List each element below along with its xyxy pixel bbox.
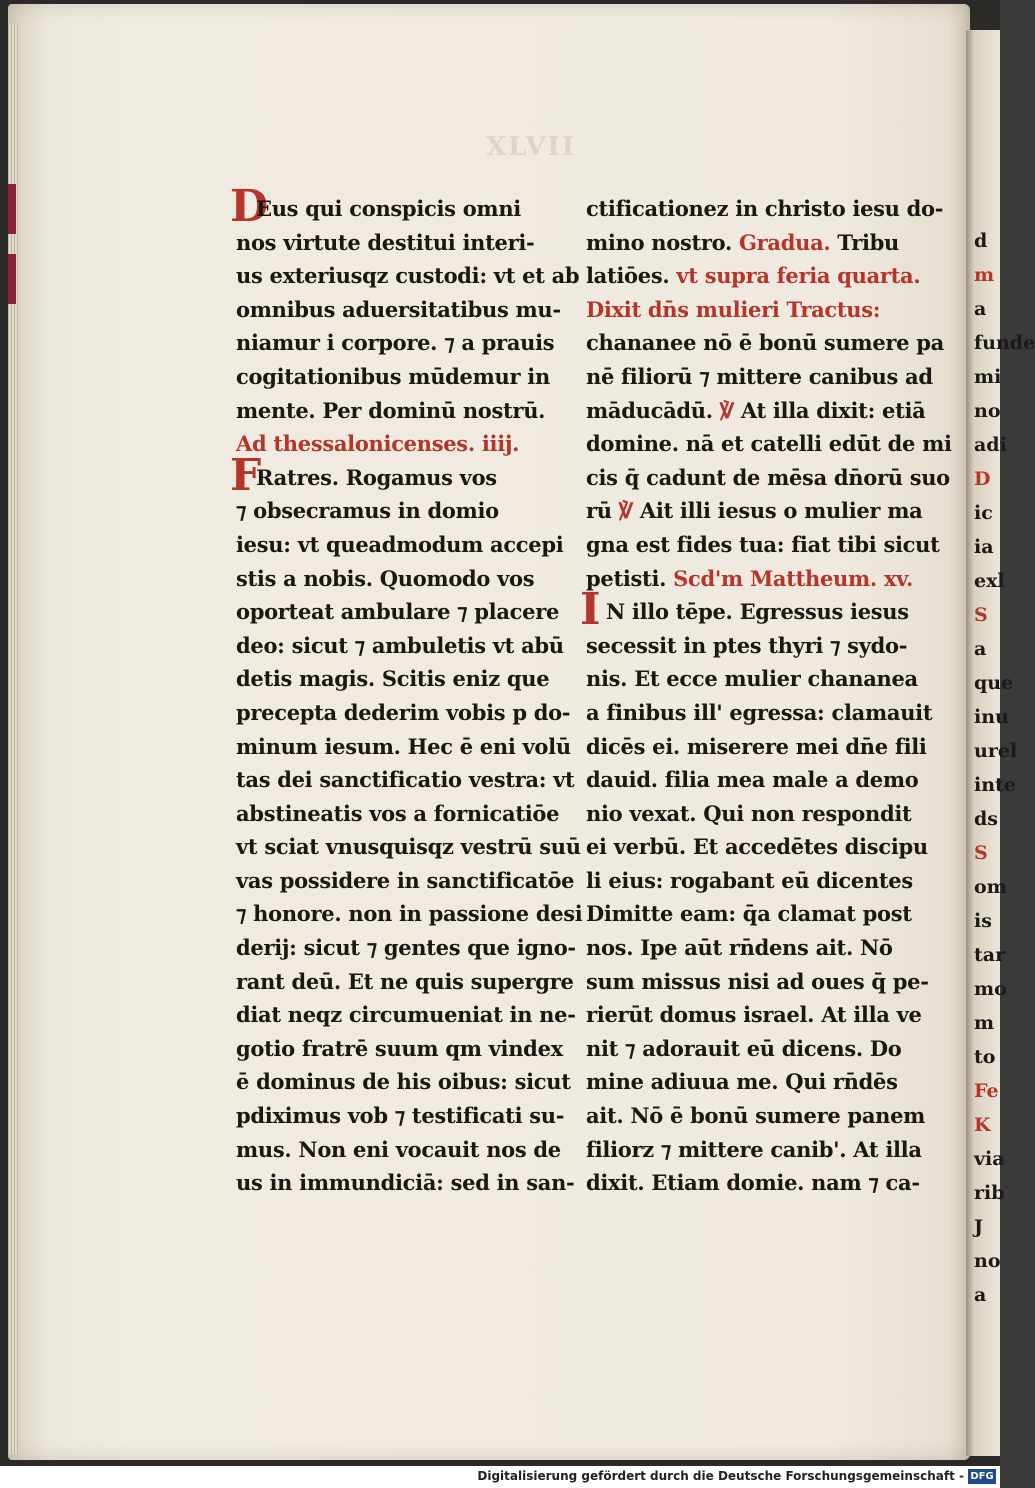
next-page-fragment: adi [974, 434, 1007, 456]
line-text: vas possidere in sanctificatōe [236, 867, 575, 893]
rubric-text: vt supra feria quarta. [676, 263, 921, 289]
next-page-fragment: inte [974, 774, 1016, 796]
line-text: ē dominus de his oibus: sicut [236, 1069, 571, 1095]
folio-number: XLVII [486, 132, 576, 162]
text-line [586, 461, 950, 495]
line-text: ctificationez in christo iesu do- [586, 196, 944, 221]
line-text: petisti. [586, 565, 674, 591]
next-page-fragment: ic [974, 502, 993, 524]
text-line [236, 696, 571, 730]
text-line [586, 427, 952, 461]
rubricated-initial: I [580, 584, 601, 636]
next-page-fragment: ia [974, 536, 994, 558]
line-text: oporteat ambulare ⁊ placere [236, 599, 560, 625]
line-tail: Ait illi iesus o mulier ma [632, 498, 923, 524]
text-line [236, 562, 556, 596]
line-text: Dimitte eam: q̄a clamat post [586, 901, 912, 927]
line-text: precepta dederim vobis p do- [236, 699, 571, 725]
line-text: mus. Non eni vocauit nos de [236, 1136, 561, 1162]
text-line [230, 181, 556, 232]
text-line [236, 1166, 575, 1200]
text-line [586, 360, 933, 394]
text-line [586, 730, 927, 764]
line-text: li eius: rogabant eū dicentes [586, 867, 913, 893]
text-line [236, 528, 564, 562]
line-text: Eus qui conspicis omni [256, 196, 521, 221]
line-text: domine. nā et catelli edūt de mi [586, 431, 952, 457]
line-text: Ratres. Rogamus vos [256, 464, 497, 490]
next-page-fragment: d [974, 230, 988, 252]
next-page-fragment: Fe [974, 1080, 999, 1102]
line-text: gotio fratrē suum qm vindex [236, 1035, 563, 1061]
text-line [586, 662, 916, 696]
next-page-fragment: a [974, 1284, 987, 1306]
line-text: nio vexat. Qui non respondit [586, 800, 912, 826]
text-line [236, 730, 571, 764]
next-page-fragment: inu [974, 706, 1009, 728]
line-text: abstineatis vos a fornicatiōe [236, 800, 560, 826]
next-page-fragment: D [974, 468, 991, 490]
text-line [586, 562, 916, 596]
text-line [236, 629, 564, 663]
text-line [586, 1065, 916, 1099]
text-line [236, 394, 556, 428]
footer-credit [477, 1469, 964, 1483]
text-line [230, 449, 556, 501]
line-text: nis. Et ecce mulier chananea [586, 666, 918, 692]
line-text: pdiximus vob ⁊ testificati su- [236, 1103, 565, 1129]
next-page-fragment: mi [974, 366, 1002, 388]
next-page-fragment: m [974, 264, 995, 286]
next-page-fragment: K [974, 1114, 991, 1136]
text-line [586, 931, 916, 965]
line-text: us exteriusqz custodi: vt et ab [236, 263, 580, 289]
next-page-edge [966, 30, 1035, 1456]
text-line [236, 494, 556, 528]
line-text: ⁊ obsecramus in domio [236, 498, 499, 524]
text-line [586, 1133, 922, 1167]
next-page-fragment: to [974, 1046, 996, 1068]
line-text: nit ⁊ adorauit eū dicens. Do [586, 1035, 902, 1061]
line-text: dicēs ei. miserere mei dn̄e fili [586, 733, 927, 759]
line-text: secessit in ptes thyri ⁊ sydo- [586, 632, 908, 658]
line-text: iesu: vt queadmodum accepi [236, 531, 564, 557]
text-line [586, 326, 944, 360]
text-line [236, 662, 556, 696]
next-page-fragment: J [974, 1216, 983, 1238]
next-page-fragment: exl [974, 570, 1005, 592]
text-line [236, 830, 581, 864]
text-line [236, 1065, 571, 1099]
line-text: a finibus ill' egressa: clamauit [586, 699, 933, 725]
text-line [586, 192, 944, 226]
line-tail: At illa dixit: etiā [733, 397, 926, 423]
text-line [580, 584, 916, 636]
text-line [236, 326, 556, 360]
line-text: ait. Nō ē bonū sumere panem [586, 1103, 926, 1129]
line-text: omnibus aduersitatibus mu- [236, 296, 561, 322]
text-line [236, 931, 576, 965]
text-line [586, 696, 933, 730]
text-line [236, 427, 556, 461]
next-page-fragment: no [974, 1250, 1001, 1272]
line-text: māducādū. [586, 397, 720, 423]
next-page-fragment: urel [974, 740, 1018, 762]
next-page-fragment: ds [974, 808, 998, 830]
line-text: us in immundiciā: sed in san- [236, 1170, 575, 1196]
rubric-text: ℣ [719, 397, 734, 423]
text-line [586, 1099, 926, 1133]
rubricated-initial: D [230, 181, 268, 232]
text-line [586, 259, 921, 293]
next-page-fragment: om [974, 876, 1007, 898]
next-page-fragment: rib [974, 1182, 1005, 1204]
text-line [586, 394, 926, 428]
line-tail: Tribu [830, 229, 899, 255]
text-line [236, 965, 574, 999]
next-page-fragment: via [974, 1148, 1005, 1170]
footer-bar [0, 1466, 1000, 1488]
footer-separator: - [959, 1469, 964, 1483]
rubricated-initial: F [230, 449, 261, 501]
text-line [236, 226, 556, 260]
line-text: dixit. Etiam domie. nam ⁊ ca- [586, 1170, 920, 1196]
text-line [586, 629, 916, 663]
text-line [236, 763, 575, 797]
text-line [236, 595, 560, 629]
right-column [580, 192, 952, 1200]
next-page-fragment: m [974, 1012, 995, 1034]
line-text: detis magis. Scitis eniz que [236, 666, 550, 692]
text-line [236, 998, 576, 1032]
line-text: nos virtute destitui interi- [236, 229, 535, 255]
text-line [586, 998, 922, 1032]
text-line [236, 293, 561, 327]
footer-credit-text: Digitalisierung gefördert durch die Deutsche Forschungsgemeinschaft [477, 1469, 955, 1483]
line-text: rant deū. Et ne quis supergre [236, 968, 574, 994]
text-line [236, 897, 583, 931]
next-page-fragment: funde [974, 332, 1035, 354]
line-text: gna est fides tua: fiat tibi sicut [586, 531, 940, 557]
next-page-fragment: S [974, 842, 988, 864]
line-text: Ad thessalonicenses. iiij. [236, 431, 520, 457]
text-line [586, 226, 916, 260]
rubric-text: Scd'm Mattheum. xv. [673, 565, 913, 591]
line-text: dauid. filia mea male a demo [586, 767, 919, 793]
line-text: rū [586, 498, 619, 524]
text-line [236, 1032, 563, 1066]
line-text: tas dei sanctificatio vestra: vt [236, 767, 575, 793]
dfg-logo: DFG [968, 1469, 996, 1484]
line-text: Dixit dn̄s mulieri [586, 296, 787, 322]
next-page-fragment: a [974, 638, 987, 660]
line-text: vt sciat vnusquisqz vestrū suū [236, 834, 581, 860]
text-line [236, 360, 556, 394]
line-text: mente. Per dominū nostrū. [236, 397, 546, 423]
bookmark-tab-upper [8, 184, 16, 234]
line-text: derij: sicut ⁊ gentes que igno- [236, 935, 576, 961]
text-line [586, 763, 919, 797]
rubric-text: Gradua. [739, 229, 831, 255]
text-line [586, 864, 916, 898]
line-text: ei verbū. Et accedētes discipu [586, 834, 928, 860]
text-line [236, 1133, 561, 1167]
book-page [8, 4, 970, 1460]
text-line [586, 965, 929, 999]
line-text: chananee nō ē bonū sumere pa [586, 330, 944, 356]
text-line [586, 830, 928, 864]
left-column [230, 181, 583, 1200]
line-text: rierūt domus israel. At illa ve [586, 1002, 922, 1028]
rubric-text: Tractus: [786, 296, 881, 322]
next-page-fragment: tar [974, 944, 1006, 966]
line-text: filiorz ⁊ mittere canib'. At illa [586, 1136, 922, 1162]
text-line [586, 1032, 916, 1066]
text-line [586, 528, 940, 562]
rubric-text: ℣ [618, 498, 633, 524]
line-text: diat neqz circumueniat in ne- [236, 1002, 576, 1028]
line-text: niamur i corpore. ⁊ a prauis [236, 330, 555, 356]
line-text: deo: sicut ⁊ ambuletis vt abū [236, 632, 564, 658]
next-page-fragment: no [974, 400, 1001, 422]
text-line [236, 864, 575, 898]
line-text: minum iesum. Hec ē eni volū [236, 733, 571, 759]
line-text: sum missus nisi ad oues q̄ pe- [586, 968, 929, 994]
next-page-fragment: is [974, 910, 992, 932]
line-text: nē filiorū ⁊ mittere canibus ad [586, 363, 933, 389]
line-text: nos. Ipe aūt rn̄dens ait. Nō [586, 935, 893, 961]
text-line [236, 259, 580, 293]
line-text: N illo tēpe. Egressus iesus [606, 599, 909, 625]
text-line [586, 797, 916, 831]
text-line [586, 1166, 920, 1200]
next-page-fragment: mo [974, 978, 1007, 1000]
line-text: stis a nobis. Quomodo vos [236, 565, 535, 591]
text-line [586, 897, 916, 931]
text-line [236, 1099, 565, 1133]
page-edges [8, 24, 18, 1454]
line-text: ⁊ honore. non in passione desi [236, 901, 583, 927]
line-text: cogitationibus mūdemur in [236, 363, 550, 389]
text-line [236, 797, 560, 831]
line-text: cis q̄ cadunt de mēsa dn̄orū suo [586, 464, 950, 490]
line-text: latiōes. [586, 263, 677, 289]
line-text: mino nostro. [586, 229, 740, 255]
line-text: mine adiuua me. Qui rn̄dēs [586, 1069, 898, 1095]
bookmark-tab-lower [8, 254, 16, 304]
text-line [586, 494, 923, 528]
next-page-fragment: a [974, 298, 987, 320]
next-page-fragment: S [974, 604, 988, 626]
text-line [586, 293, 916, 327]
next-page-fragment: que [974, 672, 1014, 694]
